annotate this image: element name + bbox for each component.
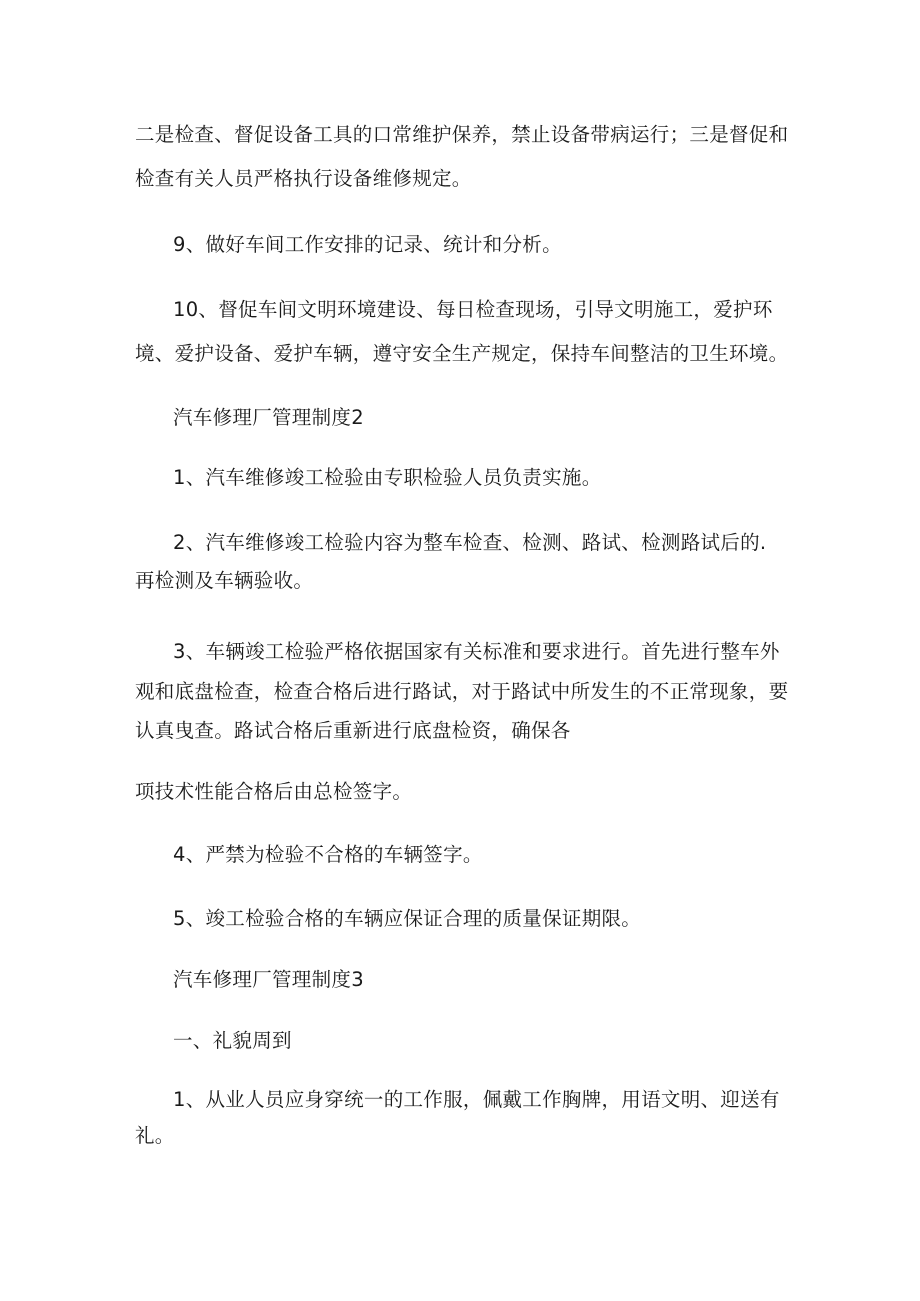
paragraph-line: 观和底盘检查，检查合格后进行路试，对于路试中所发生的不正常现象，要 (135, 680, 789, 703)
paragraph-line: 项技术性能合格后由总检签字。 (135, 780, 413, 803)
paragraph-line: 礼。 (135, 1124, 175, 1147)
section-heading: 汽车修理厂管理制度2 (173, 406, 364, 429)
list-item-10: 10、督促车间文明环境建设、每日检查现场，引导文明施工，爱护环 (173, 298, 773, 321)
list-item-4: 4、严禁为检验不合格的车辆签字。 (173, 843, 483, 866)
paragraph-line: 二是检查、督促设备工具的口常维护保养，禁止设备带病运行；三是督促和 (135, 123, 789, 146)
list-item-5: 5、竣工检验合格的车辆应保证合理的质量保证期限。 (173, 907, 642, 930)
list-item-1: 1、从业人员应身穿统一的工作服，佩戴工作胸牌，用语文明、迎送有 (173, 1088, 780, 1111)
subsection-heading: 一、礼貌周到 (173, 1029, 292, 1052)
list-item-9: 9、做好车间工作安排的记录、统计和分析。 (173, 233, 562, 256)
paragraph-line: 检查有关人员严格执行设备维修规定。 (135, 167, 472, 190)
list-item-2: 2、汽车维修竣工检验内容为整车检查、检测、路试、检测路试后的. (173, 531, 767, 554)
paragraph-line: 认真曳查。路试合格后重新进行底盘检资，确保各 (135, 719, 571, 742)
list-item-1: 1、汽车维修竣工检验由专职检验人员负责实施。 (173, 466, 602, 489)
paragraph-line: 再检测及车辆验收。 (135, 569, 314, 592)
paragraph-line: 境、爱护设备、爱护车辆，遵守安全生产规定，保持车间整洁的卫生环境。 (135, 342, 789, 365)
section-heading: 汽车修理厂管理制度3 (173, 968, 364, 991)
list-item-3: 3、车辆竣工检验严格依据国家有关标准和要求进行。首先进行整车外 (173, 640, 780, 663)
